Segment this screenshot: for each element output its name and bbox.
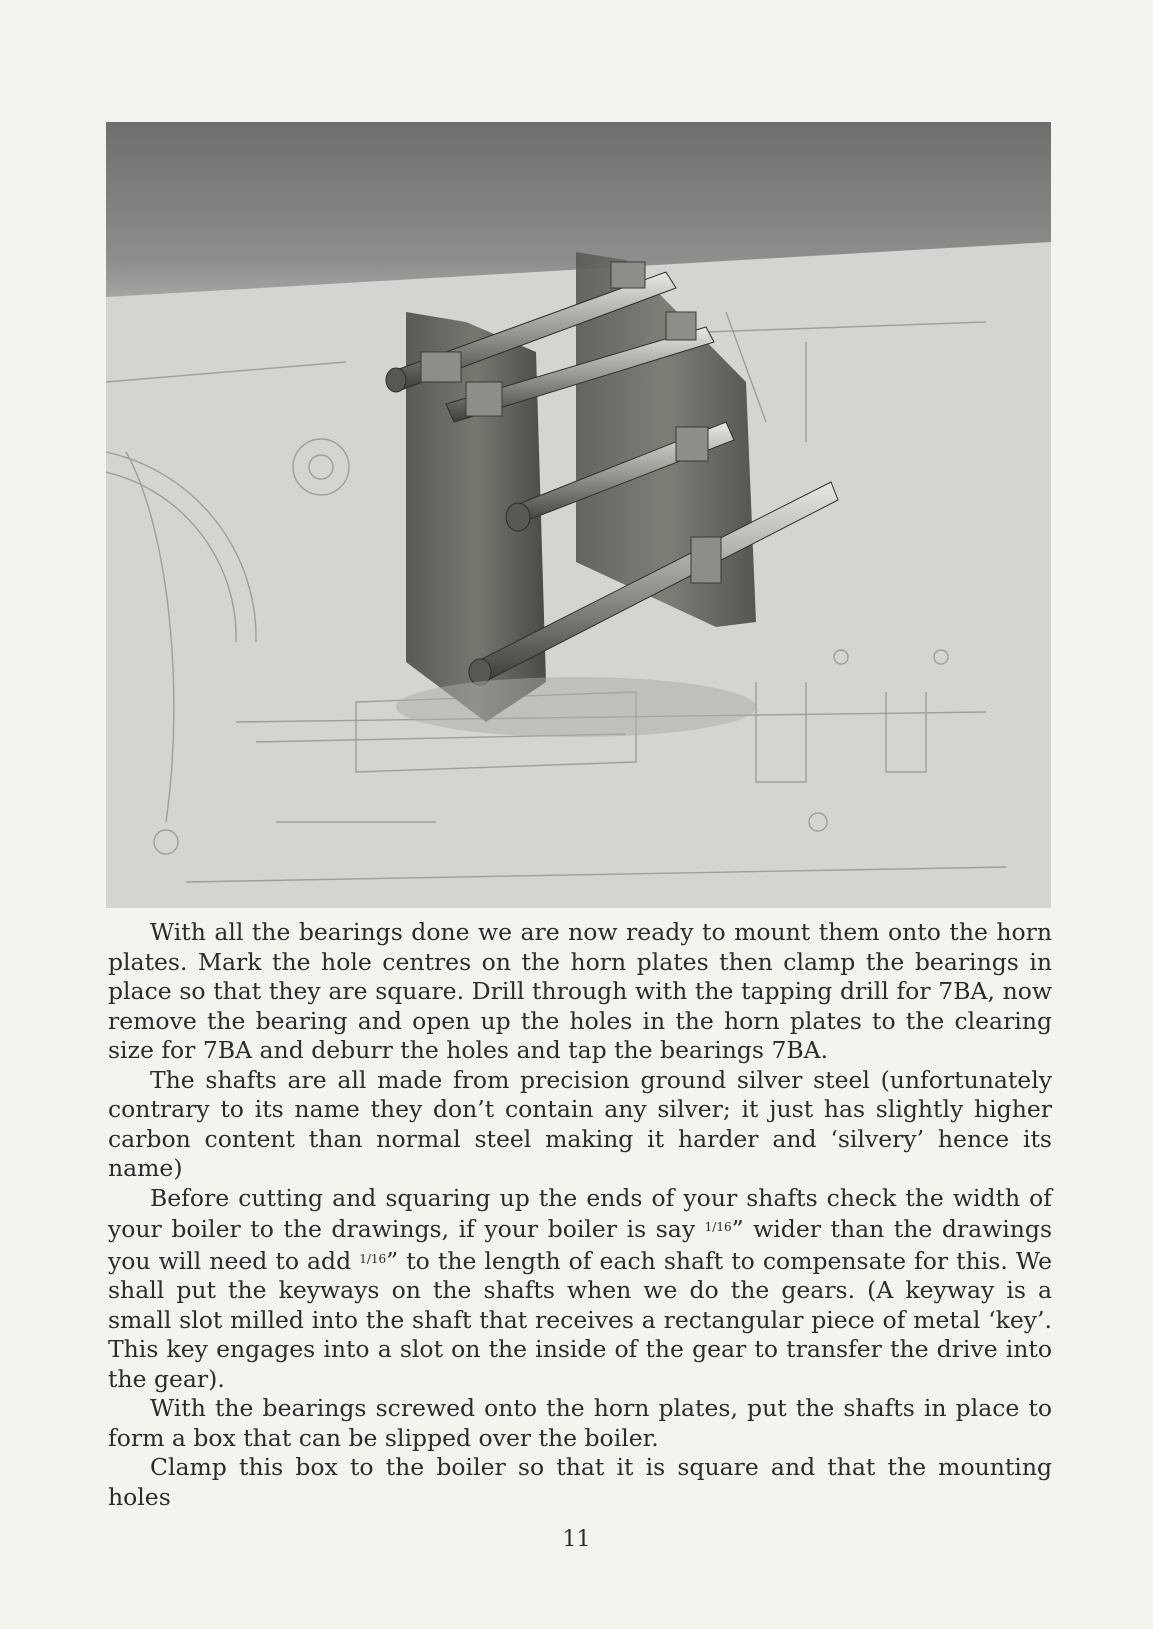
paragraph-3-before: Before cutting and squaring up the ends of your shafts check the width of your boiler to the drawings, if your boiler is say bbox=[108, 1183, 1052, 1243]
paragraph-3 bbox=[108, 1184, 1052, 1395]
paragraph-3-after: ” to the length of each shaft to compensate for this. We shall put the keyways on the shafts when we do the gears. (A keyway is a small slot milled into the shaft that receives a rectangular piece of metal ‘key’. This key engages into a slot on the inside of the gear to transfer the drive into the gear). bbox=[108, 1246, 1053, 1393]
paragraph-5: Clamp this box to the boiler so that it is square and that the mounting holes bbox=[108, 1453, 1052, 1511]
photograph bbox=[106, 122, 1051, 908]
paragraph-4: With the bearings screwed onto the horn plates, put the shafts in place to form a box that can be slipped over the boiler. bbox=[108, 1394, 1052, 1452]
paragraph-2: The shafts are all made from precision ground silver steel (unfortunately contrary to its name they don’t contain any silver; it just has slightly higher carbon content than normal steel making it harder and ‘silvery’ hence its name) bbox=[108, 1065, 1052, 1182]
body-text bbox=[108, 918, 1052, 1512]
fraction-2: 1/16 bbox=[359, 1251, 387, 1266]
paragraph-1: With all the bearings done we are now ready to mount them onto the horn plates. Mark the hole centres on the horn plates then clamp the bearings in place so that they are square. Drill through with the tapping drill for 7BA, now remove the bearing and open up the holes in the horn plates to the clearing size for 7BA and deburr the holes and tap the bearings 7BA. bbox=[108, 918, 1052, 1064]
page-number: 11 bbox=[562, 1527, 591, 1552]
fraction-1: 1/16 bbox=[704, 1220, 732, 1234]
paragraph-3-middle: ” wider than the drawings you will need to add bbox=[108, 1215, 1053, 1275]
